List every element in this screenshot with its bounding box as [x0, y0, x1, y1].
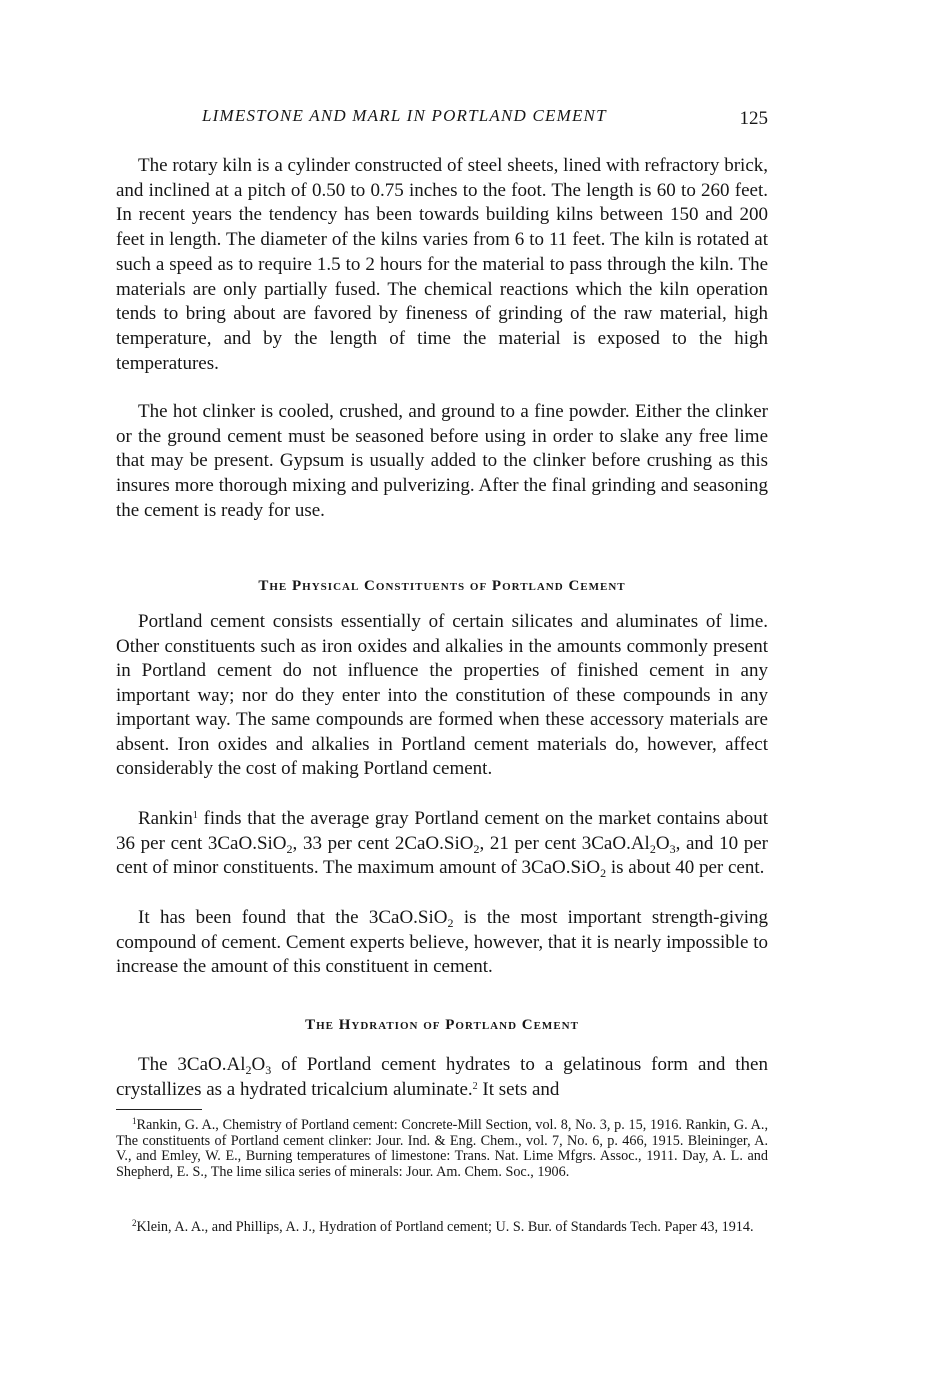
footnote-divider: [116, 1109, 202, 1110]
strength-text: is the most important strength-giving compound of cement. Cement experts believe, however, that it is nearly impossible to increase the amount of this constituent in cement.: [116, 907, 768, 977]
running-title: LIMESTONE AND MARL IN PORTLAND CEMENT: [202, 106, 607, 125]
hydration-text: The 3CaO.Al: [138, 1054, 246, 1075]
subscript: 2: [286, 841, 293, 856]
hydration-text: O: [251, 1054, 266, 1075]
hydration-text: of Portland cement hydrates to a gelatinous form and then crystallizes as a hydrated tricalcium aluminate.: [116, 1054, 768, 1100]
constituents-paragraph: Portland cement consists essentially of certain silicates and aluminates of lime. Other constituents such as iron oxides and alkalies in the amounts commonly present in Portland cement do not influence the properties of finished cement in any important way; nor do they enter into the constitution of these compounds in any important way. The same compounds are formed when these accessory materials are absent. Iron oxides and alkalies in Portland cement materials do, however, affect considerably the cost of making Portland cement.: [116, 611, 768, 779]
rankin-text: O: [655, 832, 670, 854]
section-heading-hydration: The Hydration of Portland Cement: [305, 1017, 579, 1033]
subscript: 2: [649, 841, 656, 856]
footnote-1: [116, 1118, 768, 1180]
clinker-paragraph: The hot clinker is cooled, crushed, and ground to a fine powder. Either the clinker or the ground cement must be seasoned before using in order to slake any free lime that may be present. Gypsum is usually added to the clinker before crushing as this insures more thorough mixing and pulverizing. After the final grinding and seasoning the cement is ready for use.: [116, 401, 768, 521]
footnote-ref-2: 2: [472, 1080, 478, 1092]
subscript: 2: [600, 866, 607, 880]
rankin-text: is about 40 per cent.: [606, 857, 765, 878]
subscript: 3: [265, 1063, 272, 1077]
running-head: [116, 106, 768, 132]
strength-paragraph: [116, 906, 768, 980]
footnote-text: Rankin, G. A., Chemistry of Portland cement: Concrete-Mill Section, vol. 8, No. 3, p. 15, 1916. Rankin, G. A., The constituents of Portland cement clinker: Jour. Ind. & Eng. Chem., vol. 7, No. 6, p. 466, 1915. Bleininger, A. V., and Emley, W. E., Burning temperatures of limestone: Trans. Nat. Lime Mfgrs. Assoc., 1911. Day, A. L. and Shepherd, E. S., The lime silica series of minerals: Jour. Am. Chem. Soc., 1906.: [116, 1117, 768, 1180]
strength-text: It has been found that the 3CaO.SiO: [138, 907, 448, 928]
rankin-text: , 33 per cent 2CaO.SiO: [292, 832, 474, 854]
footnote-2: [116, 1220, 768, 1236]
footnote-marker: 1: [132, 1116, 137, 1126]
author-name: Rankin: [138, 808, 193, 829]
page-number: 125: [739, 108, 768, 129]
footnote-text: Klein, A. A., and Phillips, A. J., Hydration of Portland cement; U. S. Bur. of Standards Tech. Paper 43, 1914.: [136, 1219, 754, 1235]
rankin-paragraph: [116, 807, 768, 881]
footnote-marker: 2: [132, 1218, 137, 1228]
subscript: 2: [473, 841, 480, 856]
subscript: 2: [447, 916, 454, 930]
rankin-text: , and 10 per cent of minor constituents. The maximum amount of 3CaO.SiO: [116, 832, 768, 878]
section-heading-physical-constituents: The Physical Constituents of Portland Cement: [258, 578, 626, 594]
rankin-text: finds that the average gray Portland cement on the market contains about 36 per cent 3CaO.SiO: [116, 808, 768, 854]
hydration-text: It sets and: [477, 1078, 560, 1100]
subscript: 3: [669, 841, 676, 856]
subscript: 2: [245, 1063, 252, 1077]
hydration-paragraph: [116, 1053, 768, 1102]
footnote-ref-1: 1: [192, 810, 198, 821]
rankin-text: , 21 per cent 3CaO.Al: [479, 832, 650, 854]
kiln-paragraph: The rotary kiln is a cylinder constructed of steel sheets, lined with refractory brick, and inclined at a pitch of 0.50 to 0.75 inches to the foot. The length is 60 to 260 feet. In recent years the tendency has been towards building kilns between 150 and 200 feet in length. The diameter of the kilns varies from 6 to 11 feet. The kiln is rotated at such a speed as to require 1.5 to 2 hours for the material to pass through the kiln. The materials are only partially fused. The chemical reactions which the kiln operation tends to bring about are favored by fineness of grinding of the raw material, high temperature, and by the length of time the material is exposed to the high temperatures.: [116, 155, 768, 374]
